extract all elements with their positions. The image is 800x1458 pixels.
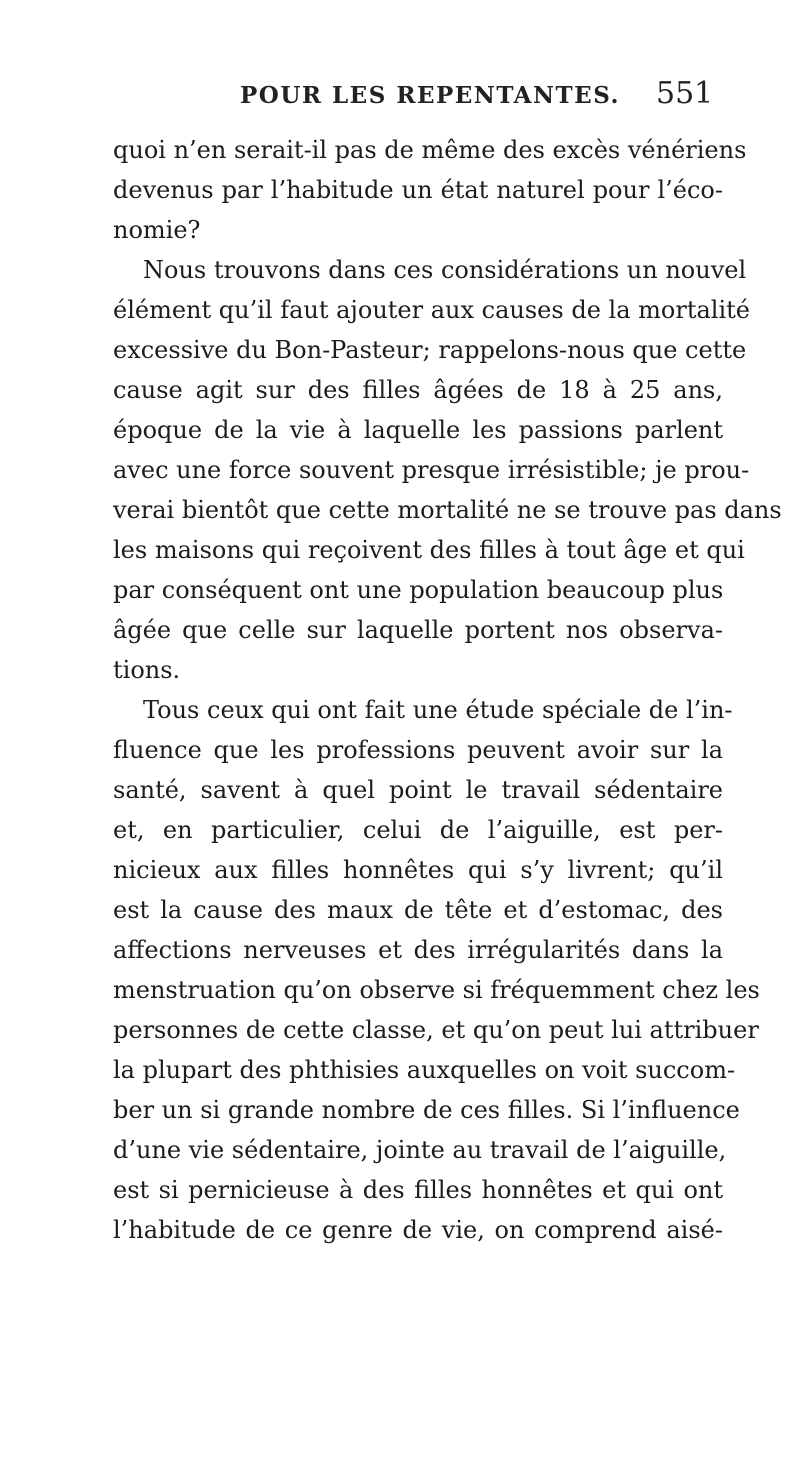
page-number: 551 [656, 76, 714, 111]
text-line: les maisons qui reçoivent des filles à tout âge et qui [113, 536, 745, 564]
text-line: verai bientôt que cette mortalité ne se trouve pas dans [113, 496, 782, 524]
text-line: quoi n’en serait-il pas de même des excès vénériens [113, 136, 747, 164]
text-line: personnes de cette classe, et qu’on peut lui attribuer [113, 1016, 759, 1044]
text-line: et, en particulier, celui de l’aiguille, est per- [113, 816, 723, 844]
text-line: cause agit sur des filles âgées de 18 à 25 ans, [113, 376, 723, 404]
text-line: nicieux aux filles honnêtes qui s’y livrent; qu’il [113, 856, 723, 884]
text-line: est si pernicieuse à des filles honnêtes et qui ont [113, 1176, 723, 1204]
text-line: élément qu’il faut ajouter aux causes de la mortalité [113, 296, 750, 324]
running-title: POUR LES REPENTANTES. [240, 82, 620, 109]
text-line: avec une force souvent presque irrésistible; je prou- [113, 456, 750, 484]
text-line: Tous ceux qui ont fait une étude spéciale de l’in- [143, 696, 733, 724]
text-line: d’une vie sédentaire, jointe au travail de l’aiguille, [113, 1136, 727, 1164]
text-line: la plupart des phthisies auxquelles on voit succom- [113, 1056, 736, 1084]
text-line: Nous trouvons dans ces considérations un nouvel [143, 256, 747, 284]
text-line: époque de la vie à laquelle les passions parlent [113, 416, 723, 444]
text-line: excessive du Bon-Pasteur; rappelons-nous que cette [113, 336, 747, 364]
text-line: âgée que celle sur laquelle portent nos observa- [113, 616, 723, 644]
text-line: est la cause des maux de tête et d’estomac, des [113, 896, 723, 924]
body-text [113, 130, 782, 1250]
text-line: fluence que les professions peuvent avoir sur la [113, 736, 723, 764]
text-line: ber un si grande nombre de ces filles. Si l’influence [113, 1096, 740, 1124]
page-header [0, 76, 800, 122]
text-line: nomie? [113, 216, 201, 244]
text-line: affections nerveuses et des irrégularités dans la [113, 936, 723, 964]
text-line: l’habitude de ce genre de vie, on comprend aisé- [113, 1216, 723, 1244]
text-line: menstruation qu’on observe si fréquemment chez les [113, 976, 760, 1004]
text-line: par conséquent ont une population beaucoup plus [113, 576, 724, 604]
text-line: santé, savent à quel point le travail sédentaire [113, 776, 723, 804]
text-line: tions. [113, 656, 181, 684]
text-line: devenus par l’habitude un état naturel pour l’éco- [113, 176, 723, 204]
